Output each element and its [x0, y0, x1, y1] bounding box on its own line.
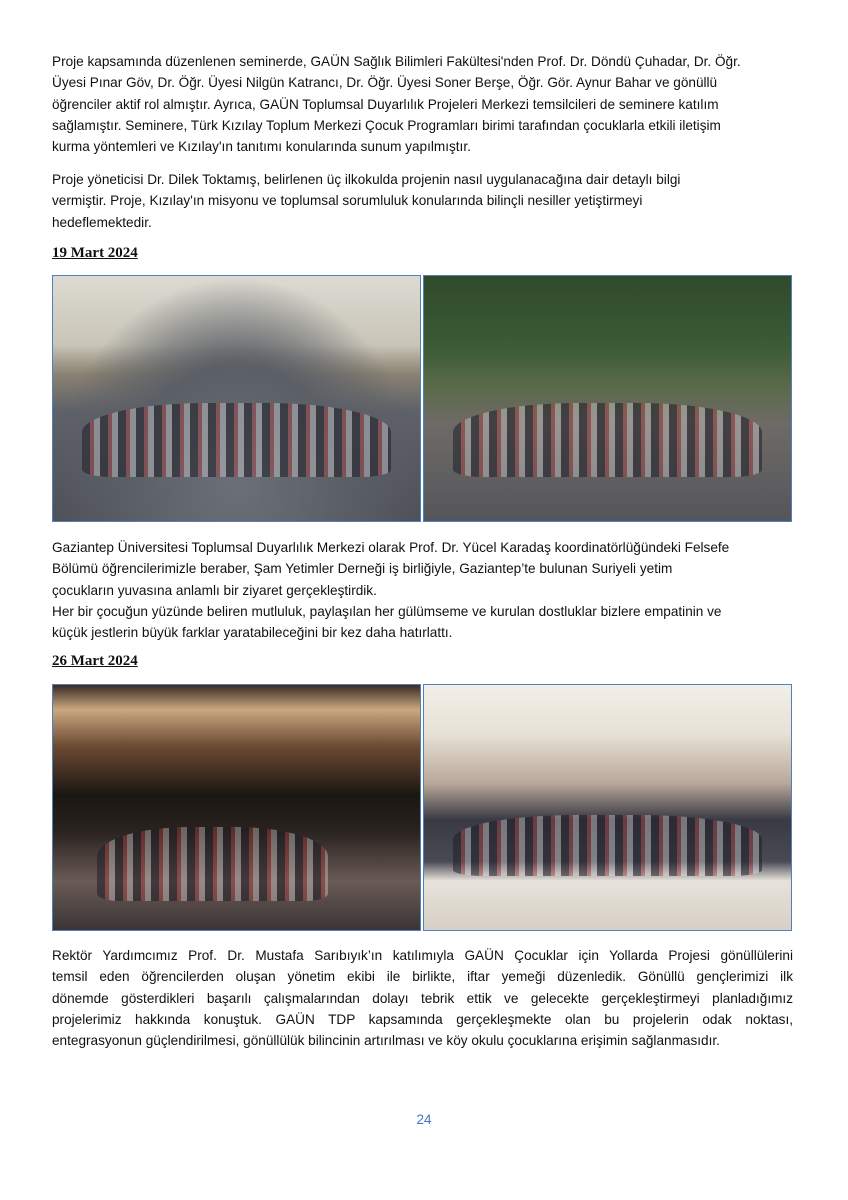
text-line: Gaziantep Üniversitesi Toplumsal Duyarlılık Merkezi olarak Prof. Dr. Yücel Karadaş koordinatörlüğündeki Felsefe — [52, 540, 730, 555]
page-number: 24 — [416, 1112, 432, 1127]
photo-group-playground — [423, 275, 792, 522]
photo-iftar-dinner — [52, 684, 421, 931]
photo-orphanage-courtyard — [52, 275, 421, 522]
date-heading-19-march: 19 Mart 2024 — [52, 245, 138, 261]
text-line: Bölümü öğrencilerimizle beraber, Şam Yetimler Derneği iş birliğiyle, Gaziantep’te bulunan Suriyeli yetim — [52, 561, 673, 577]
paragraph-iftar — [52, 945, 793, 1051]
text-line: Proje kapsamında düzenlenen seminerde, GAÜN Sağlık Bilimleri Fakültesi'nden Prof. Dr. Döndü Çuhadar, Dr. Öğr. — [52, 54, 741, 69]
text-line: dönemde gösterdikleri başarılı çalışmalarından dolayı tebrik ettik ve gelecekte gerçekleştirmeyi planladığımız — [52, 990, 793, 1006]
text-line: öğrenciler aktif rol almıştır. Ayrıca, GAÜN Toplumsal Duyarlılık Projeleri Merkezi temsilcileri de seminere katılım — [52, 96, 719, 112]
text-line: vermiştir. Proje, Kızılay'ın misyonu ve toplumsal sorumluluk konularında bilinçli nesiller yetiştirmeyi — [52, 193, 643, 209]
text-line: hedeflemektedir. — [52, 214, 152, 230]
paragraph-seminar — [52, 51, 793, 157]
text-line: projelerimiz hakkında konuştuk. GAÜN TDP kapsamında gerçekleşmekte olan bu projelerin odak noktası, — [52, 1011, 793, 1027]
text-line: entegrasyonun güçlendirilmesi, gönüllülük bilincinin artırılması ve köy okulu çocuklarına erişimin sağlanmasıdır. — [52, 1033, 720, 1049]
text-line: temsil eden öğrencilerden oluşan yönetim ekibi ile birlikte, iftar yemeği düzenledik. Gönüllü gençlerimizi ilk — [52, 969, 793, 985]
text-line: Rektör Yardımcımız Prof. Dr. Mustafa Sarıbıyık’ın katılımıyla GAÜN Çocuklar için Yollarda Projesi gönüllülerini — [52, 948, 793, 963]
text-line: sağlamıştır. Seminere, Türk Kızılay Toplum Merkezi Çocuk Programları birimi tarafından çocuklarla etkili iletişim — [52, 117, 721, 133]
text-line: kurma yöntemleri ve Kızılay'ın tanıtımı konularında sunum yapılmıştır. — [52, 139, 471, 155]
text-line: küçük jestlerin büyük farklar yaratabileceğini bir kez daha hatırlattı. — [52, 625, 453, 641]
text-line: Üyesi Pınar Göv, Dr. Öğr. Üyesi Nilgün Katrancı, Dr. Öğr. Üyesi Soner Berşe, Öğr. Gör. Aynur Bahar ve gönüllü — [52, 75, 718, 91]
date-heading-26-march: 26 Mart 2024 — [52, 653, 138, 669]
paragraph-orphanage-visit — [52, 537, 793, 643]
text-line: Her bir çocuğun yüzünde beliren mutluluk, paylaşılan her gülümseme ve kurulan dostluklar bizlere empatinin ve — [52, 603, 722, 619]
text-line: çocukların yuvasına anlamlı bir ziyaret gerçekleştirdik. — [52, 582, 377, 598]
photo-group-restaurant — [423, 684, 792, 931]
text-line: Proje yöneticisi Dr. Dilek Toktamış, belirlenen üç ilkokulda projenin nasıl uygulanacağına dair detaylı bilgi — [52, 172, 681, 187]
paragraph-project-manager — [52, 169, 793, 233]
